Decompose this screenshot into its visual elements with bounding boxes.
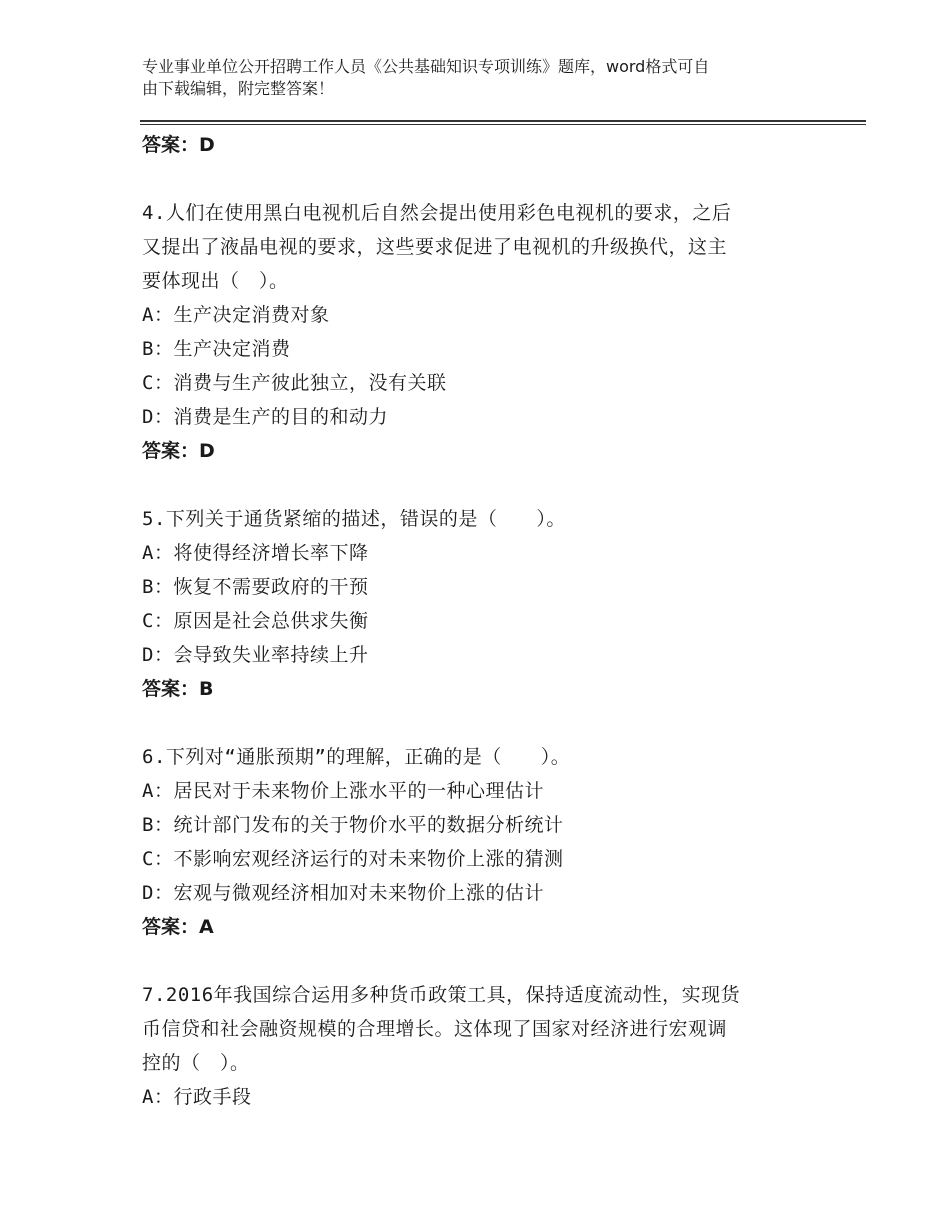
option-c: C：原因是社会总供求失衡	[142, 610, 369, 632]
header-divider-thick	[140, 120, 866, 122]
question-text: 控的（ ）。	[142, 1052, 250, 1074]
option-d: D：消费是生产的目的和动力	[142, 406, 388, 428]
option-d: D：会导致失业率持续上升	[142, 644, 369, 666]
question-text: 7.2016年我国综合运用多种货币政策工具，保持适度流动性，实现货	[142, 984, 741, 1006]
question-text: 币信贷和社会融资规模的合理增长。这体现了国家对经济进行宏观调	[142, 1018, 728, 1040]
option-a: A：生产决定消费对象	[142, 304, 330, 326]
option-b: B：生产决定消费	[142, 338, 291, 360]
question-text: 4.人们在使用黑白电视机后自然会提出使用彩色电视机的要求，之后	[142, 202, 732, 224]
question-text: 又提出了液晶电视的要求，这些要求促进了电视机的升级换代，这主	[142, 236, 728, 258]
option-b: B：恢复不需要政府的干预	[142, 576, 369, 598]
option-d: D：宏观与微观经济相加对未来物价上涨的估计	[142, 882, 544, 904]
option-c: C：消费与生产彼此独立，没有关联	[142, 372, 447, 394]
spacer	[142, 162, 802, 196]
question-block	[142, 196, 802, 468]
question-block	[142, 740, 802, 944]
question-text: 5.下列关于通货紧缩的描述，错误的是（ ）。	[142, 508, 566, 530]
option-a: A：将使得经济增长率下降	[142, 542, 369, 564]
question-block	[142, 978, 802, 1114]
question-list	[142, 128, 802, 1114]
answer: 答案：D	[142, 440, 215, 462]
answer: 答案：B	[142, 678, 214, 700]
option-c: C：不影响宏观经济运行的对未来物价上涨的猜测	[142, 848, 564, 870]
option-b: B：统计部门发布的关于物价水平的数据分析统计	[142, 814, 564, 836]
option-a: A：行政手段	[142, 1086, 252, 1108]
header-line-1: 专业事业单位公开招聘工作人员《公共基础知识专项训练》题库，word格式可自	[142, 57, 710, 76]
question-block	[142, 502, 802, 706]
spacer	[142, 944, 802, 978]
question-text: 6.下列对“通胀预期”的理解，正确的是（ ）。	[142, 746, 571, 768]
question-text: 要体现出（ ）。	[142, 270, 289, 292]
option-a: A：居民对于未来物价上涨水平的一种心理估计	[142, 780, 544, 802]
document-header	[142, 56, 822, 100]
header-line-2: 由下载编辑，附完整答案！	[142, 79, 335, 98]
previous-answer: 答案：D	[142, 134, 215, 156]
answer: 答案：A	[142, 916, 214, 938]
spacer	[142, 706, 802, 740]
spacer	[142, 468, 802, 502]
header-divider-thin	[140, 124, 866, 125]
